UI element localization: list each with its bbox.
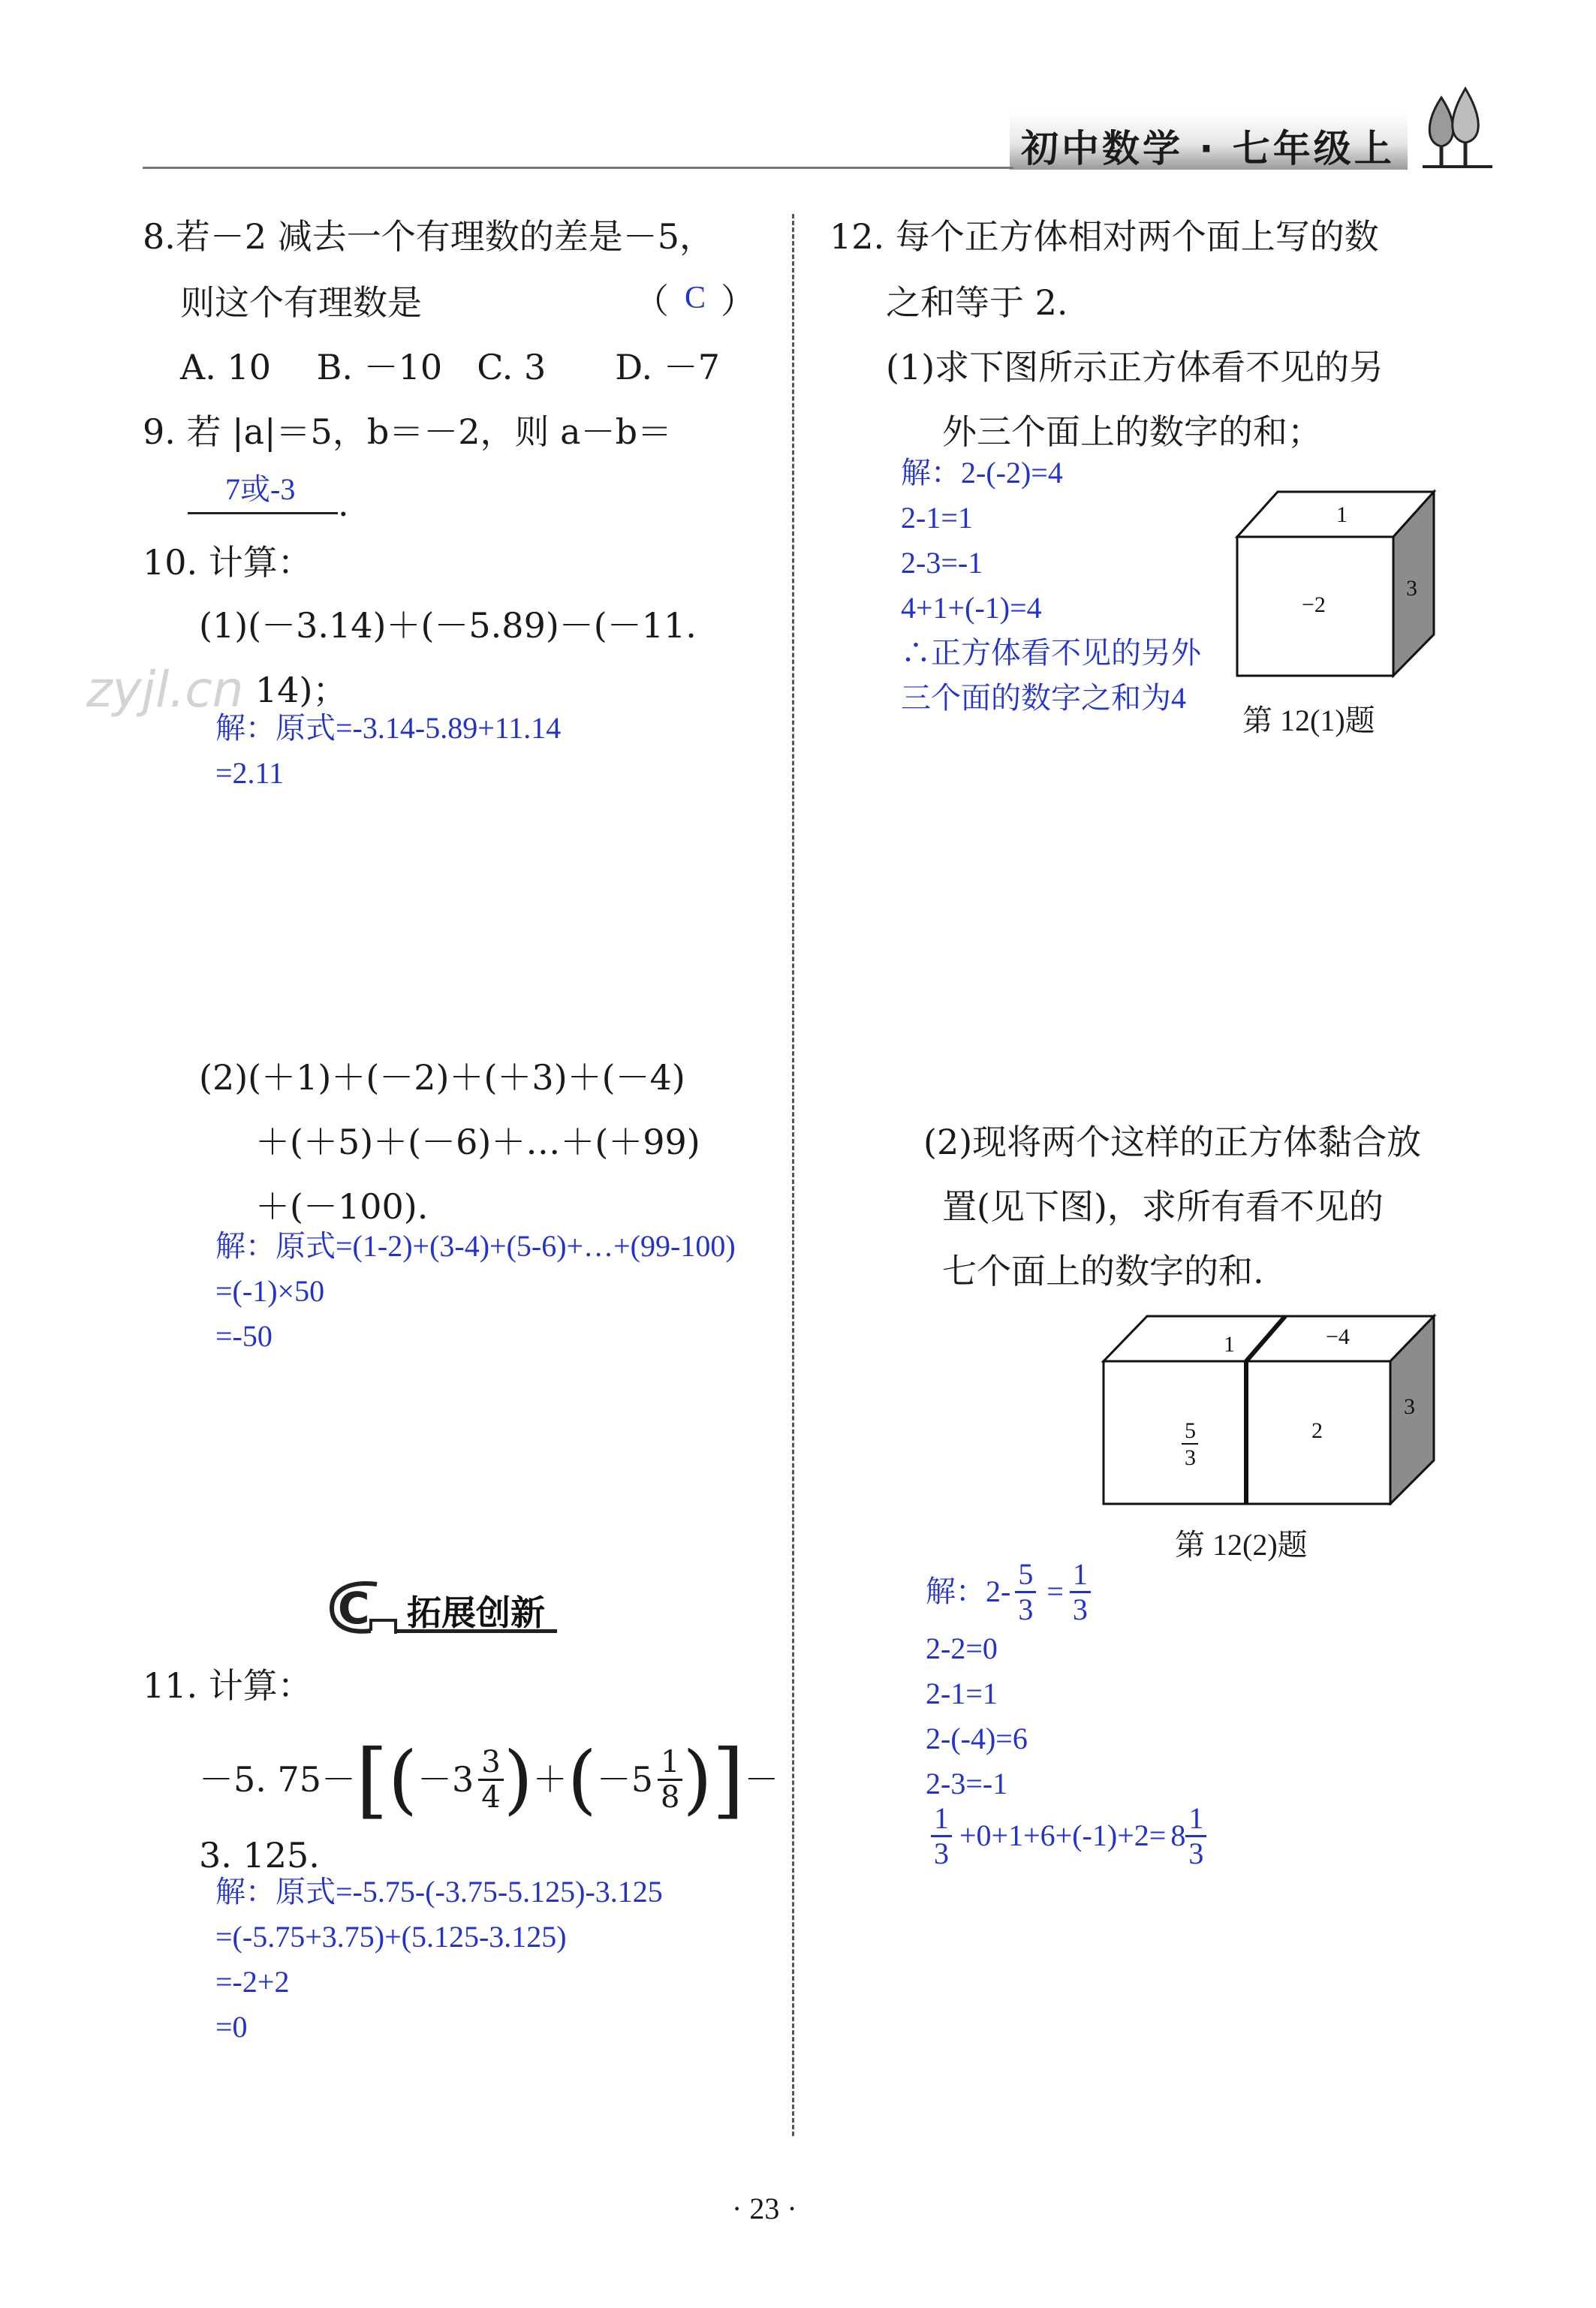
q12-p2-sol-l1-pre: 解：2-	[926, 1574, 1011, 1608]
q11-sol-1: 解：原式=-5.75-(-3.75-5.125)-3.125	[215, 1875, 663, 1909]
q12-p2-line3: 七个面上的数字的和.	[942, 1251, 1264, 1291]
q12-p2-sol-l1-result	[1070, 1556, 1091, 1626]
q12-p2-sol-line1	[926, 1558, 1091, 1626]
q11-expr-start: －5. 75－	[199, 1759, 357, 1800]
q12-p2-sol-l1-eq: =	[1046, 1574, 1064, 1608]
q12-p2-sol-last-fnum: 1	[1185, 1803, 1206, 1837]
q12-p2-sol-line5: 2-3=-1	[926, 1767, 1008, 1800]
section-heading	[324, 1577, 572, 1637]
q12-p2-sol-l1-frac	[1015, 1556, 1036, 1626]
q12-p2-line2: 置(见下图)，求所有看不见的	[942, 1186, 1384, 1227]
cube2-front-right-label: 2	[1311, 1418, 1323, 1443]
q12-p1-sol-2: 2-1=1	[901, 501, 973, 535]
q11-m2-whole: －5	[596, 1759, 654, 1800]
cube2-front-left-num: 5	[1185, 1418, 1196, 1443]
q8-paren-open: （	[634, 281, 669, 321]
q8-line2: 则这个有理数是	[180, 282, 422, 323]
q12-p1-line1: (1)求下图所示正方体看不见的另	[886, 347, 1384, 387]
q12-p2-sol-last-whole: 8	[1170, 1818, 1186, 1852]
q12-p2-sol-l1-rden: 3	[1072, 1592, 1088, 1626]
q11-bracket-open: [	[356, 1731, 388, 1827]
column-divider	[792, 214, 794, 2136]
q12-line1: 12. 每个正方体相对两个面上写的数	[830, 216, 1379, 257]
q12-p2-sol-last-frac	[931, 1800, 952, 1870]
q12-p2-sol-line4: 2-(-4)=6	[926, 1722, 1028, 1755]
q11-bracket-close: ]	[712, 1731, 745, 1827]
q11-plus: ＋	[532, 1759, 568, 1800]
cube-figure-1	[1231, 484, 1441, 679]
q11-sol-4: =0	[215, 2010, 248, 2044]
q10-p1-line2: 14)；	[255, 670, 348, 710]
q10-title: 10. 计算：	[143, 542, 312, 583]
q11-m2-num: 1	[658, 1747, 682, 1781]
q12-p2-sol-last-mid: +0+1+6+(-1)+2=	[959, 1818, 1167, 1852]
fig2-caption: 第 12(2)题	[1175, 1528, 1308, 1562]
q11-minus-end: －	[744, 1759, 779, 1800]
q12-p1-sol-3: 2-3=-1	[901, 546, 983, 580]
section-title: 拓展创新	[407, 1592, 545, 1633]
cube2-side-label: 3	[1404, 1394, 1415, 1419]
q10-p2-line2: ＋(＋5)＋(－6)＋…＋(＋99)	[255, 1122, 700, 1162]
cube2-top-face	[1104, 1316, 1434, 1361]
q10-p2-sol-2: =(-1)×50	[215, 1274, 325, 1308]
cube2-top-right-label: −4	[1326, 1324, 1350, 1349]
q12-p1-line2: 外三个面上的数字的和；	[942, 411, 1322, 452]
page-number: · 23 ·	[732, 2192, 797, 2225]
section-underline	[396, 1629, 557, 1633]
q11-m2-den: 8	[661, 1779, 680, 1815]
q12-p2-sol-l1-den: 3	[1018, 1592, 1034, 1626]
q10-p2-sol-1: 解：原式=(1-2)+(3-4)+(5-6)+…+(99-100)	[215, 1229, 736, 1263]
q12-p2-sol-last-num: 1	[931, 1803, 952, 1837]
q11-sol-2: =(-5.75+3.75)+(5.125-3.125)	[215, 1920, 567, 1954]
q12-p2-sol-line3: 2-1=1	[926, 1677, 998, 1710]
q11-paren2-close: )	[682, 1735, 712, 1823]
cube2-top-left-label: 1	[1224, 1332, 1235, 1357]
q9-end: .	[338, 484, 349, 524]
fig1-caption: 第 12(1)题	[1242, 704, 1375, 737]
q11-m2-frac	[658, 1744, 682, 1815]
q12-p2-sol-last-den: 3	[934, 1836, 949, 1870]
q9-answer-blank	[188, 512, 338, 514]
q10-p2-line1: (2)(＋1)＋(－2)＋(＋3)＋(－4)	[199, 1057, 685, 1098]
q11-paren1-open: (	[387, 1735, 417, 1823]
q12-p1-sol-1: 解：2-(-2)=4	[901, 456, 1063, 490]
cube1-front-label: −2	[1302, 592, 1326, 617]
section-letter: C	[338, 1583, 370, 1634]
q12-p1-sol-4: 4+1+(-1)=4	[901, 591, 1042, 625]
q12-p2-sol-l1-rnum: 1	[1070, 1559, 1091, 1593]
q12-p1-sol-6: 三个面的数字之和为4	[901, 681, 1186, 715]
q8-options: A. 10 B. －10 C. 3 D. －7	[180, 347, 721, 387]
q11-paren1-close: )	[503, 1735, 533, 1823]
q8-paren-close: ）	[721, 281, 755, 321]
q11-expr-end: 3. 125.	[199, 1835, 320, 1876]
q8-answer: C	[685, 281, 706, 315]
q12-line2: 之和等于 2.	[886, 282, 1068, 323]
q10-p1-sol-2: =2.11	[215, 756, 285, 790]
q11-title: 11. 计算：	[143, 1665, 312, 1706]
q11-m1-whole: －3	[417, 1759, 474, 1800]
watermark: zyjl.cn	[86, 661, 244, 719]
q9-answer: 7或-3	[225, 472, 296, 506]
q12-p2-line1: (2)现将两个这样的正方体黏合放	[923, 1122, 1422, 1162]
q11-sol-3: =-2+2	[215, 1965, 290, 1999]
q12-p1-sol-5: ∴正方体看不见的另外	[901, 636, 1201, 670]
cube1-side-label: 3	[1406, 576, 1417, 601]
header-title: 初中数学 · 七年级上	[1021, 127, 1395, 170]
q12-p2-sol-last	[931, 1802, 1206, 1870]
cube1-top-label: 1	[1336, 502, 1348, 527]
q11-m1-den: 4	[481, 1779, 501, 1815]
q10-p2-sol-3: =-50	[215, 1319, 273, 1353]
q12-p2-sol-last-mixed-frac	[1185, 1800, 1206, 1870]
q12-p2-sol-line2: 2-2=0	[926, 1632, 998, 1665]
q8-line1: 8.若－2 减去一个有理数的差是－5，	[143, 216, 715, 257]
header-rule	[143, 167, 1013, 169]
cube2-front-left-den: 3	[1185, 1445, 1196, 1470]
q11-m1-num: 3	[478, 1747, 503, 1781]
q10-p1-line1: (1)(－3.14)＋(－5.89)－(－11.	[199, 605, 697, 646]
q11-expression	[199, 1731, 779, 1827]
q11-m1-frac	[478, 1744, 503, 1815]
q10-p1-sol-1: 解：原式=-3.14-5.89+11.14	[215, 711, 562, 745]
tree-logo-icon	[1419, 83, 1494, 173]
cube-figure-2	[1096, 1310, 1441, 1505]
q11-paren2-open: (	[567, 1735, 597, 1823]
q12-p2-sol-l1-num: 5	[1015, 1559, 1036, 1593]
q10-p2-line3: ＋(－100).	[255, 1186, 429, 1227]
q12-p2-sol-last-fden: 3	[1188, 1836, 1204, 1870]
q9-line1: 9. 若 |a|＝5，b＝－2，则 a－b＝	[143, 411, 673, 452]
